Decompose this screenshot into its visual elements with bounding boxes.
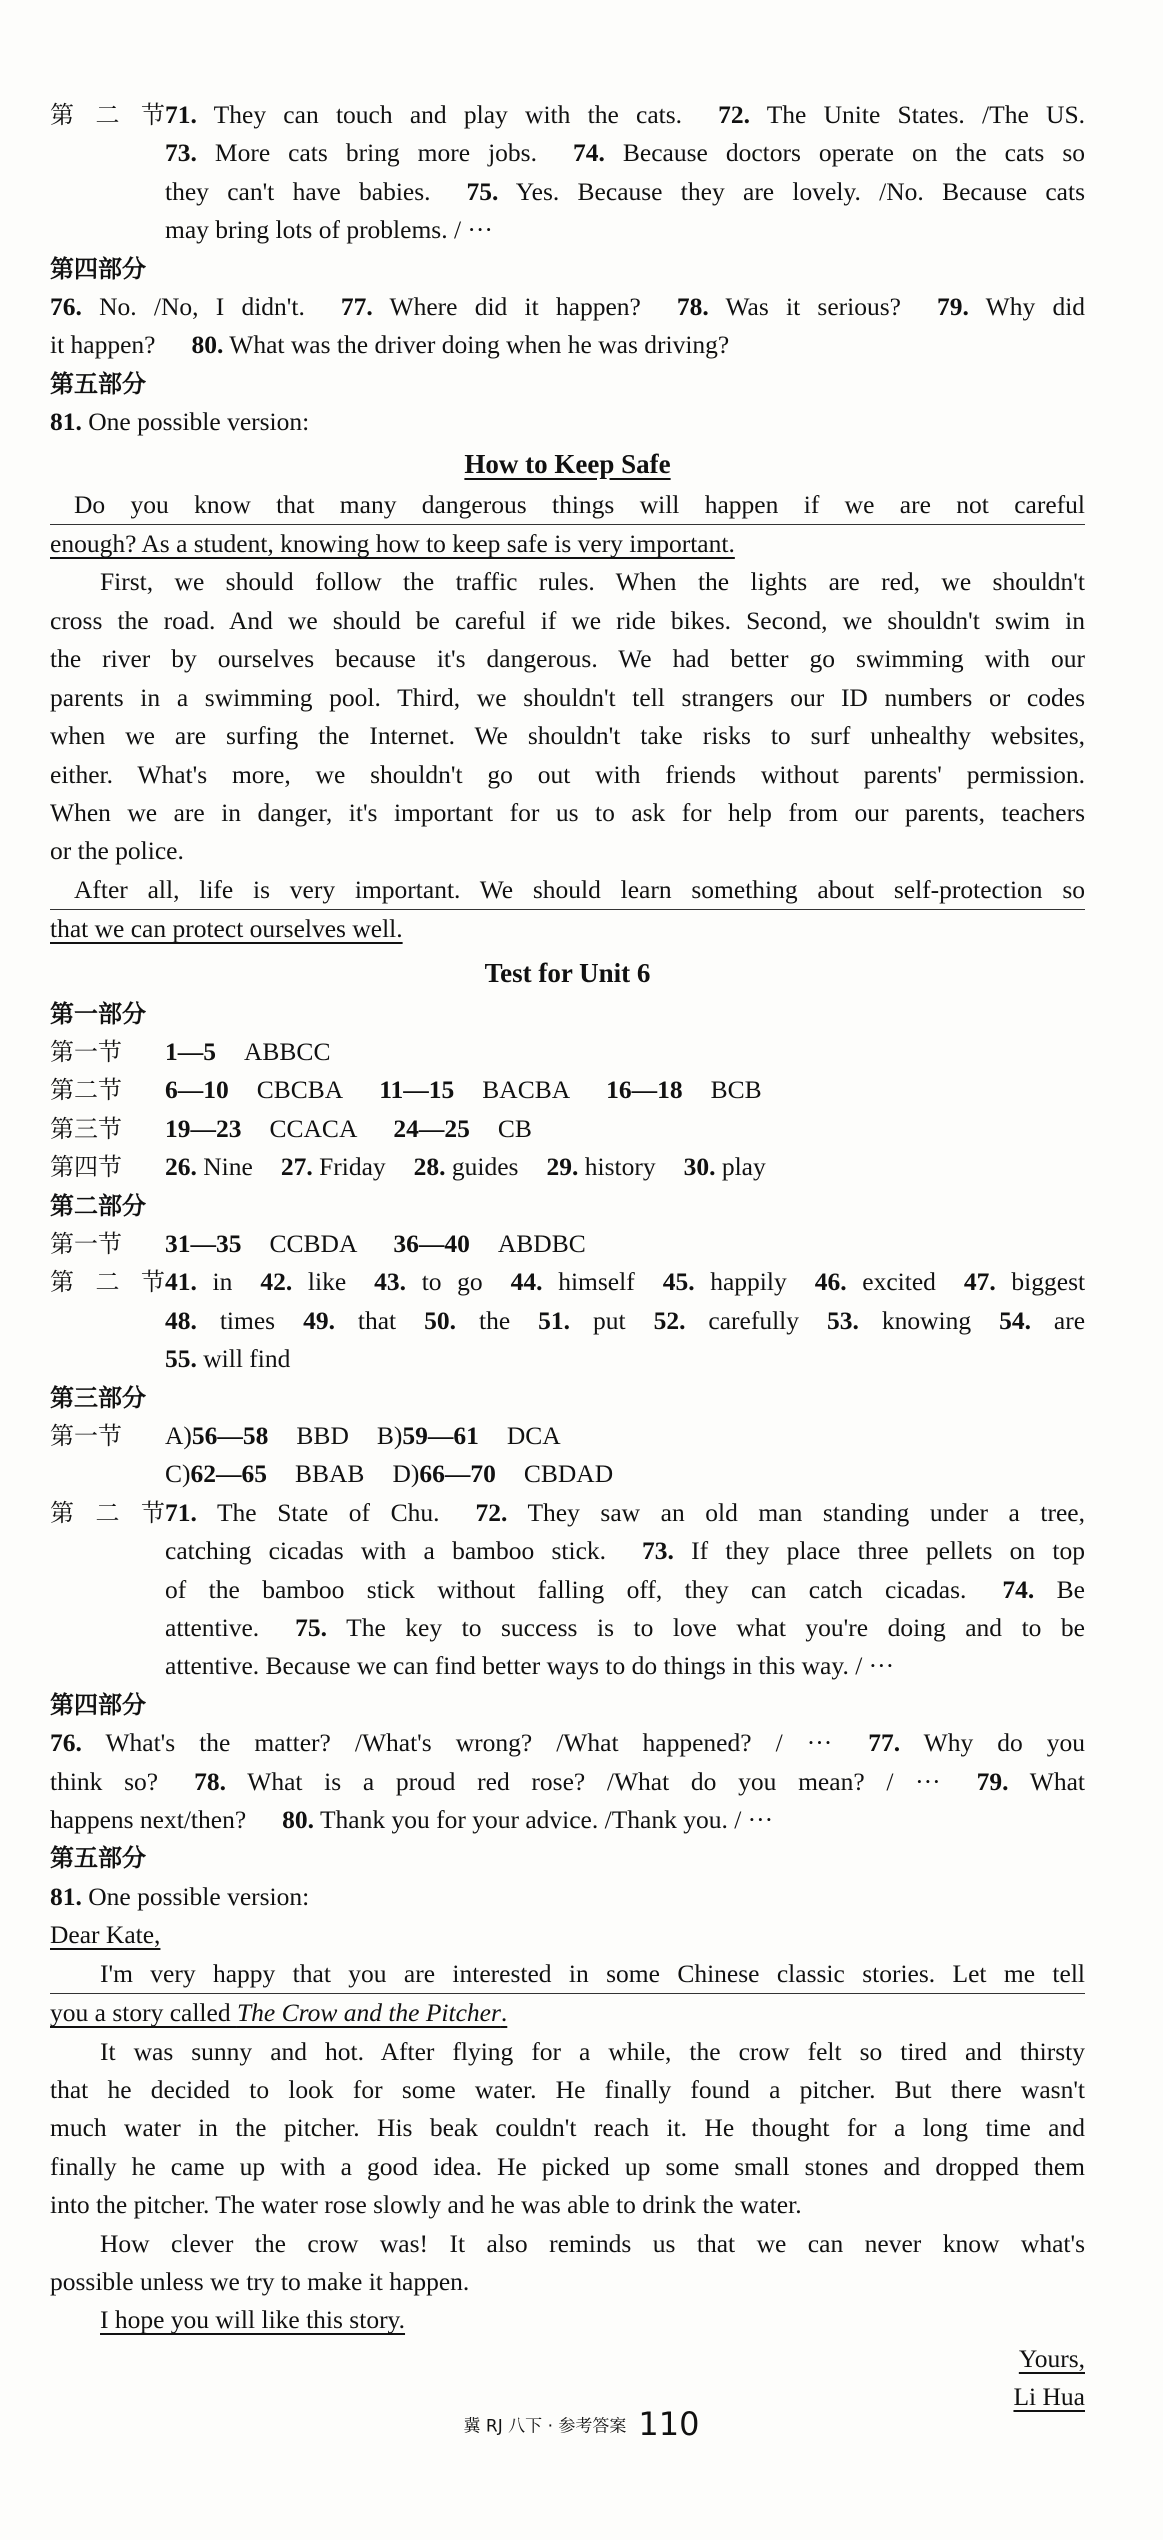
letter-line: you a story called The Crow and the Pitcher. xyxy=(50,1998,508,2028)
letter-line: How clever the crow was! It also reminds us that we can never know what's xyxy=(100,2228,1085,2258)
u6-p3-s2-line2: catching cicadas with a bamboo stick. 73. If they place three pellets on top xyxy=(165,1536,1085,1566)
essay-line: First, we should follow the traffic rules. When the lights are red, we shouldn't xyxy=(100,567,1085,597)
u6-p2-s2-line3: 55. will find xyxy=(165,1344,291,1374)
u5-sec2-line1: 第二节71. They can touch and play with the cats. 72. The Unite States. /The US. xyxy=(50,96,1085,134)
u6-p1-s2: 第二节 6—10 CBCBA 11—15 BACBA 16—18 BCB xyxy=(50,1075,762,1105)
u6-p4-line2: think so? 78. What is a proud red rose? /What do you mean? / ··· 79. What xyxy=(50,1766,1085,1796)
part-heading: 第二部分 xyxy=(50,1191,146,1220)
letter-line: into the pitcher. The water rose slowly and he was able to drink the water. xyxy=(50,2190,802,2220)
letter-line: finally he came up with a good idea. He picked up some small stones and dropped them xyxy=(50,2151,1085,2181)
u6-p2-s1: 第一节 31—35 CCBDA 36—40 ABDBC xyxy=(50,1228,586,1258)
page-footer xyxy=(0,2405,1163,2443)
part-heading: 第一部分 xyxy=(50,999,146,1028)
essay-line: that we can protect ourselves well. xyxy=(50,914,403,944)
essay-line: either. What's more, we shouldn't go out with friends without parents' permission. xyxy=(50,759,1085,789)
essay-line: parents in a swimming pool. Third, we shouldn't tell strangers our ID numbers or codes xyxy=(50,682,1085,712)
u6-p1-s4: 第四节 26. Nine 27. Friday 28. guides 29. history 30. play xyxy=(50,1152,766,1182)
letter-yours: Yours, xyxy=(1018,2343,1085,2373)
part-heading: 第五部分 xyxy=(50,1844,146,1873)
essay-line: or the police. xyxy=(50,836,184,866)
letter-line: It was sunny and hot. After flying for a while, the crow felt so tired and thirsty xyxy=(100,2036,1085,2066)
essay-line: When we are in danger, it's important for us to ask for help from our parents, teachers xyxy=(50,797,1085,827)
part-heading: 第三部分 xyxy=(50,1383,146,1412)
u6-p3-s2-line1: 第二节71. The State of Chu. 72. They saw an old man standing under a tree, xyxy=(50,1497,1085,1527)
part-heading: 第四部分 xyxy=(50,1690,146,1719)
letter-closing: I hope you will like this story. xyxy=(100,2305,406,2335)
letter-line: I'm very happy that you are interested in some Chinese classic stories. Let me tell xyxy=(50,1955,1085,1994)
u6-p5-intro: 81. One possible version: xyxy=(50,1881,310,1911)
u5-part4-line2: it happen? 80. What was the driver doing when he was driving? xyxy=(50,330,730,360)
footer-label: 冀 RJ 八下 · 参考答案 xyxy=(463,2416,627,2437)
u6-p3-s2-line3: of the bamboo stick without falling off, they can catch cicadas. 74. Be xyxy=(165,1574,1085,1604)
section-label: 第二节 xyxy=(50,101,165,129)
u6-p3-s1-line2: C)62—65 BBAB D)66—70 CBDAD xyxy=(165,1459,614,1489)
u6-p2-s2-line1: 第二节41. in 42. like 43. to go 44. himself 45. happily 46. excited 47. biggest xyxy=(50,1267,1086,1297)
u5-part5-intro: 81. One possible version: xyxy=(50,407,310,437)
essay-title: How to Keep Safe xyxy=(464,448,671,479)
part-heading: 第五部分 xyxy=(50,369,146,398)
u5-part4-line1: 76. No. /No, I didn't. 77. Where did it happen? 78. Was it serious? 79. Why did xyxy=(50,292,1086,322)
essay-line: enough? As a student, knowing how to keep safe is very important. xyxy=(50,529,735,559)
u6-p4-line1: 76. What's the matter? /What's wrong? /What happened? / ··· 77. Why do you xyxy=(50,1728,1086,1758)
u6-p3-s1-line1: 第一节 A)56—58 BBD B)59—61 DCA xyxy=(50,1421,561,1450)
unit-title: Test for Unit 6 xyxy=(484,957,651,988)
letter-line: that he decided to look for some water. He finally found a pitcher. But there wasn't xyxy=(50,2074,1085,2104)
essay-line: when we are surfing the Internet. We shouldn't take risks to surf unhealthy websites, xyxy=(50,721,1085,751)
u6-p4-line3: happens next/then? 80. Thank you for your advice. /Thank you. / ··· xyxy=(50,1805,774,1835)
answer-page xyxy=(50,96,1085,2417)
essay-line: Do you know that many dangerous things will happen if we are not careful xyxy=(50,486,1085,525)
letter-greeting: Dear Kate, xyxy=(50,1920,161,1950)
u5-sec2-line2: 73. More cats bring more jobs. 74. Because doctors operate on the cats so xyxy=(165,138,1086,168)
essay-line: the river by ourselves because it's dangerous. We had better go swimming with our xyxy=(50,644,1085,674)
letter-line: much water in the pitcher. His beak couldn't reach it. He thought for a long time and xyxy=(50,2113,1085,2143)
page-number: 110 xyxy=(638,2405,700,2443)
u6-p1-s3: 第三节 19—23 CCACA 24—25 CB xyxy=(50,1113,532,1143)
letter-line: possible unless we try to make it happen. xyxy=(50,2266,470,2296)
u6-p3-s2-line4: attentive. 75. The key to success is to love what you're doing and to be xyxy=(165,1613,1086,1643)
essay-line: After all, life is very important. We should learn something about self-protection so xyxy=(50,871,1085,910)
u6-p3-s2-line5: attentive. Because we can find better ways to do things in this way. / ··· xyxy=(165,1651,895,1681)
letter-signature: Li Hua xyxy=(1013,2382,1085,2412)
u5-sec2-line4: may bring lots of problems. / ··· xyxy=(165,215,493,245)
u5-sec2-line3: they can't have babies. 75. Yes. Because they are lovely. /No. Because cats xyxy=(165,176,1085,206)
u6-p2-s2-line2: 48. times 49. that 50. the 51. put 52. carefully 53. knowing 54. are xyxy=(165,1305,1086,1335)
essay-line: cross the road. And we should be careful if we ride bikes. Second, we shouldn't swim in xyxy=(50,605,1085,635)
u6-p1-s1: 第一节 1—5 ABBCC xyxy=(50,1036,331,1066)
part-heading: 第四部分 xyxy=(50,254,146,283)
